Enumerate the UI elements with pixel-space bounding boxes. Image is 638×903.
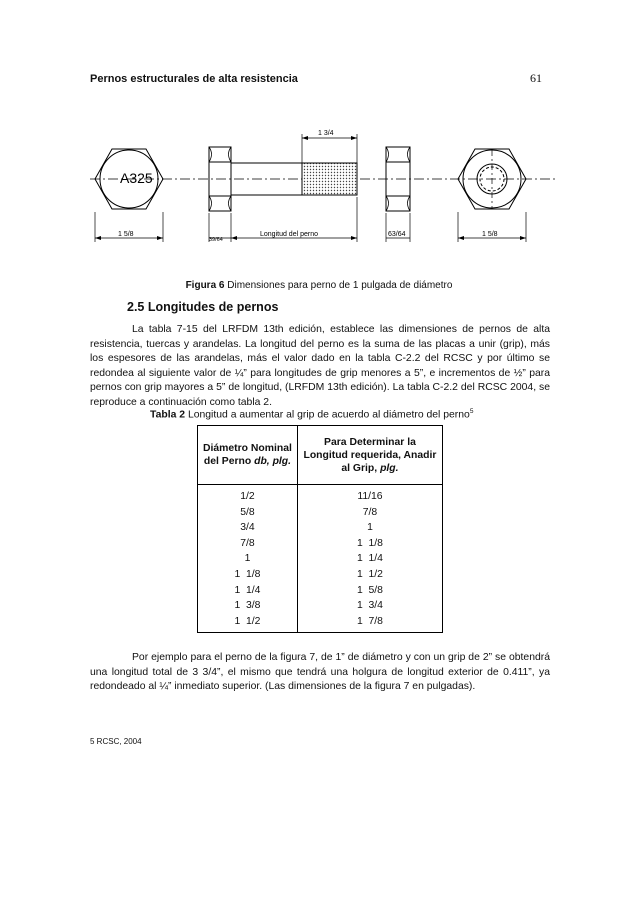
- running-header-title: Pernos estructurales de alta resistencia: [90, 73, 298, 85]
- table-caption: [150, 408, 550, 420]
- head-across-flats-dim: 1 5/8: [118, 231, 134, 238]
- page-number: 61: [530, 71, 542, 85]
- cell-diameter: 7/8: [198, 536, 298, 552]
- table-row: [198, 520, 443, 536]
- cell-diameter: 1 1/8: [198, 567, 298, 583]
- bolt-length-dim: Longitud del perno: [260, 231, 318, 238]
- cell-length-add: 1 3/4: [297, 598, 442, 614]
- body-paragraph-1: [90, 323, 550, 411]
- section-heading: 2.5 Longitudes de pernos: [127, 300, 279, 314]
- head-height-dim: 39/64: [209, 237, 223, 243]
- nut-across-flats-dim: 1 5/8: [482, 231, 498, 238]
- figure-caption-text: Dimensiones para perno de 1 pulgada de diámetro: [227, 280, 453, 291]
- cell-length-add: 7/8: [297, 505, 442, 521]
- table-label: Tabla 2: [150, 409, 186, 421]
- cell-length-add: 1 1/4: [297, 551, 442, 567]
- table-row: [198, 551, 443, 567]
- cell-length-add: 1 7/8: [297, 614, 442, 633]
- cell-length-add: 1 1/8: [297, 536, 442, 552]
- table-row: [198, 536, 443, 552]
- figure-caption: [0, 280, 638, 291]
- bolt-length-table: [197, 425, 443, 633]
- cell-diameter: 1: [198, 551, 298, 567]
- col-header-length: Para Determinar la Longitud requerida, Anadir al Grip, plg.: [297, 426, 442, 485]
- cell-diameter: 3/4: [198, 520, 298, 536]
- cell-diameter: 5/8: [198, 505, 298, 521]
- table-row: [198, 567, 443, 583]
- bolt-dimension-drawing: [90, 120, 558, 260]
- paragraph-1-text: La tabla 7-15 del LRFDM 13th edición, establece las dimensiones de pernos de alta resistencia, tuercas y arandelas. La longitud del perno es la suma de las placas a unir (grip), más los espesores de las arandelas, más el valor dado en la tabla C-2.2 del RCSC y por último se redondea al siguiente valor de ¼” para longitudes de grip menores a 5”, e incrementos de ½” para pernos con grip mayores a 5” de longitud, (LRFDM 13th edición). La tabla C-2.2 del RCSC 2004, se reproduce a continuación como tabla 2.: [90, 324, 550, 408]
- figure-label: Figura 6: [185, 280, 225, 291]
- cell-length-add: 1: [297, 520, 442, 536]
- cell-length-add: 1 1/2: [297, 567, 442, 583]
- thread-length-dim: 1 3/4: [318, 130, 334, 137]
- table-header-row: [198, 426, 443, 485]
- nut-height-dim: 63/64: [388, 231, 406, 238]
- col-header-diameter: Diámetro Nominal del Perno db, plg.: [198, 426, 298, 485]
- footnote-ref: 5: [469, 408, 474, 415]
- bolt-grade-label: A325: [120, 170, 153, 186]
- cell-length-add: 1 5/8: [297, 583, 442, 599]
- table-row: [198, 598, 443, 614]
- cell-diameter: 1/2: [198, 485, 298, 505]
- footnote: 5 RCSC, 2004: [90, 737, 142, 746]
- paragraph-2-text: Por ejemplo para el perno de la figura 7, de 1” de diámetro y con un grip de 2” se obtendrá una longitud total de 3 3/4”, el mismo que tendrá una holgura de longitud exterior de 0.411”, ya redondeado al ¼” inmediato superior. (Las dimensiones de la figura 7 en pulgadas).: [90, 652, 550, 693]
- cell-diameter: 1 3/8: [198, 598, 298, 614]
- cell-diameter: 1 1/4: [198, 583, 298, 599]
- table-row: [198, 485, 443, 505]
- cell-length-add: 11/16: [297, 485, 442, 505]
- table-row: [198, 505, 443, 521]
- table-caption-text: Longitud a aumentar al grip de acuerdo al diámetro del perno: [187, 409, 470, 421]
- body-paragraph-2: [90, 651, 550, 695]
- table-row: [198, 614, 443, 633]
- cell-diameter: 1 1/2: [198, 614, 298, 633]
- table-row: [198, 583, 443, 599]
